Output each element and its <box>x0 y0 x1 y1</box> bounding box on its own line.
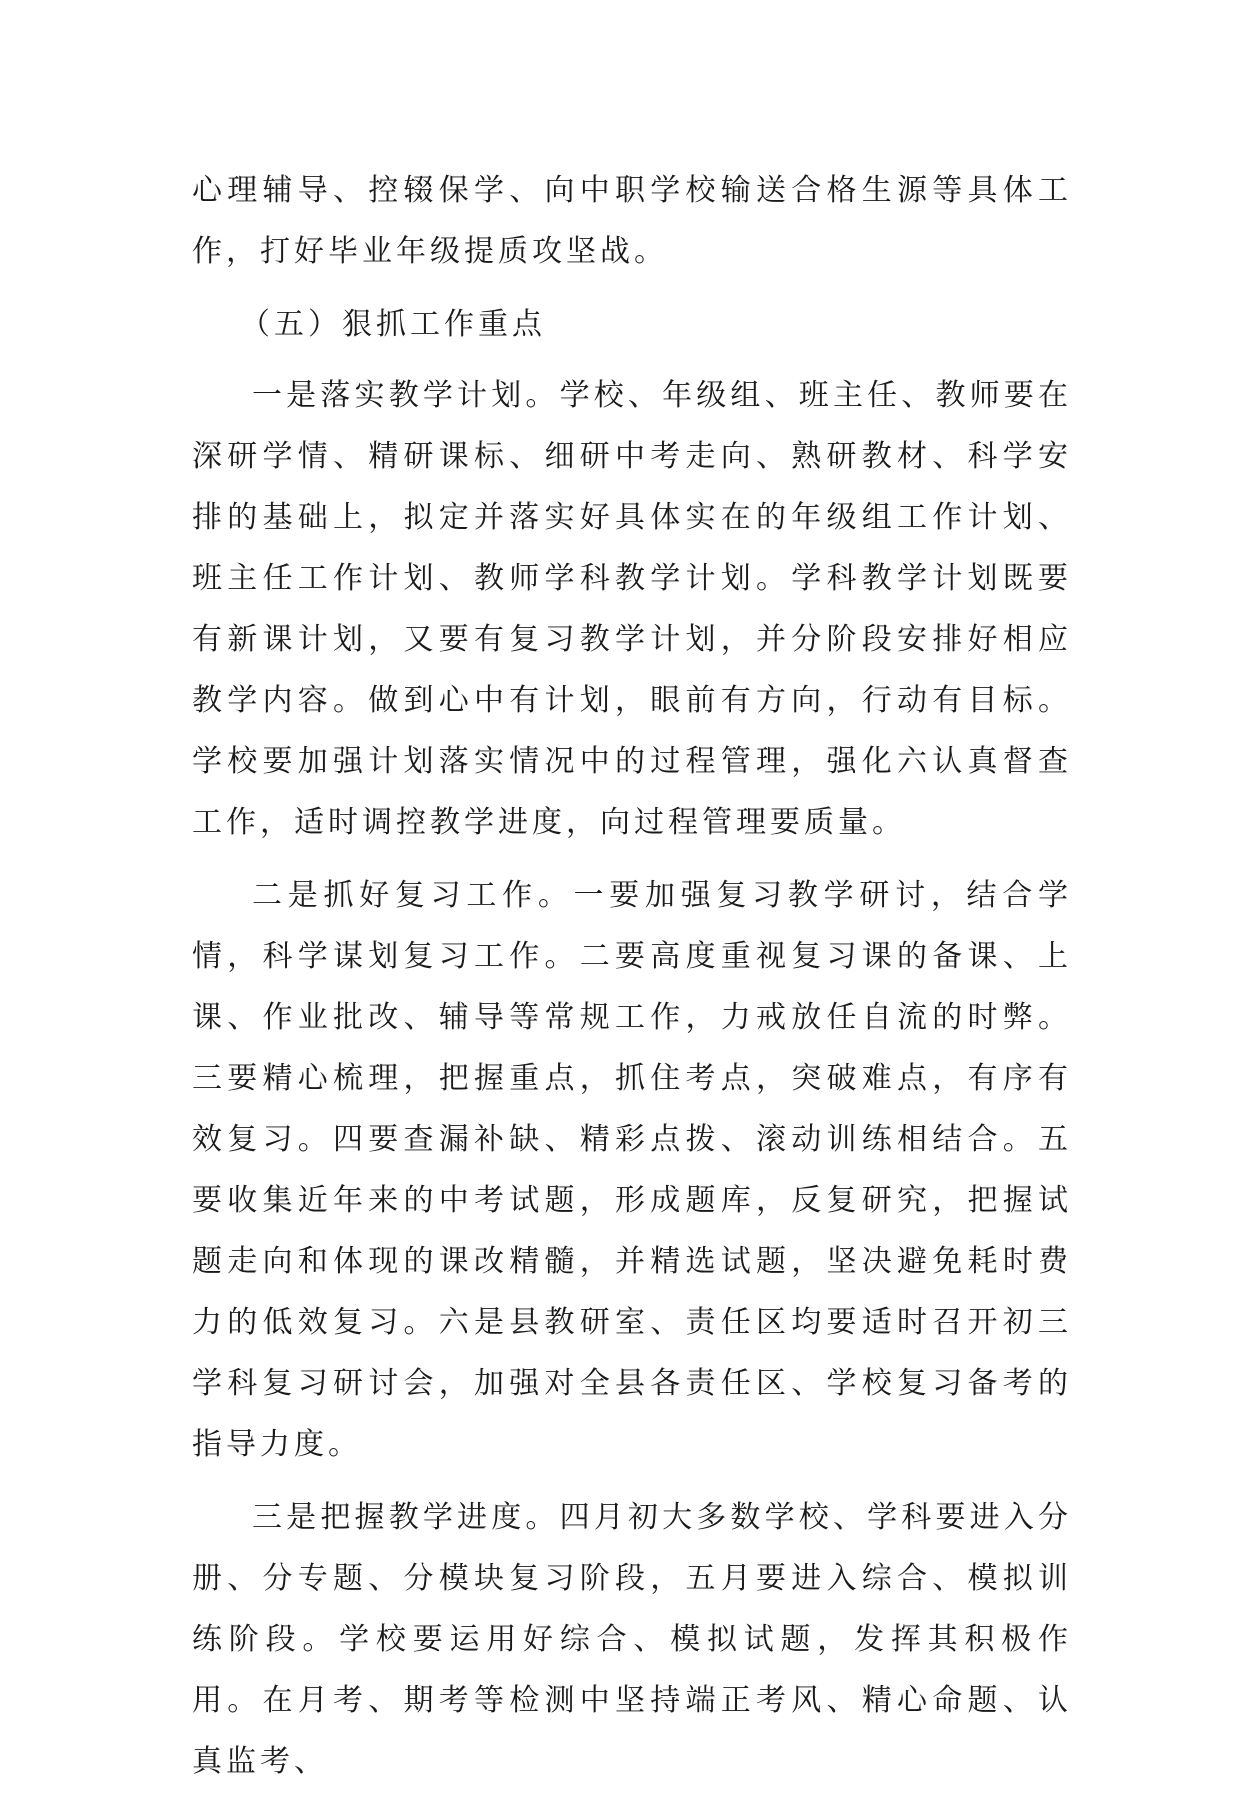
section-heading: （五）狠抓工作重点 <box>240 307 546 342</box>
document-page <box>192 160 1072 1804</box>
paragraph-continuation: 心理辅导、控辍保学、向中职学校输送合格生源等具体工作，打好毕业年级提质攻坚战。 <box>192 173 1072 269</box>
paragraph-teaching-progress: 三是把握教学进度。四月初大多数学校、学科要进入分册、分专题、分模块复习阶段，五月要进入综合、模拟训练阶段。学校要运用好综合、模拟试题，发挥其积极作用。在月考、期考等检测中坚持端正考风、精心命题、认真监考、 <box>192 1500 1072 1779</box>
paragraph-review-work: 二是抓好复习工作。一要加强复习教学研讨，结合学情，科学谋划复习工作。二要高度重视复习课的备课、上课、作业批改、辅导等常规工作，力戒放任自流的时弊。三要精心梳理，把握重点，抓住考点，突破难点，有序有效复习。四要查漏补缺、精彩点拨、滚动训练相结合。五要收集近年来的中考试题，形成题库，反复研究，把握试题走向和体现的课改精髓，并精选试题，坚决避免耗时费力的低效复习。六是县教研室、责任区均要适时召开初三学科复习研讨会，加强对全县各责任区、学校复习备考的指导力度。 <box>192 878 1072 1462</box>
paragraph-teaching-plan: 一是落实教学计划。学校、年级组、班主任、教师要在深研学情、精研课标、细研中考走向、熟研教材、科学安排的基础上，拟定并落实好具体实在的年级组工作计划、班主任工作计划、教师学科教学计划。学科教学计划既要有新课计划，又要有复习教学计划，并分阶段安排好相应教学内容。做到心中有计划，眼前有方向，行动有目标。学校要加强计划落实情况中的过程管理，强化六认真督查工作，适时调控教学进度，向过程管理要质量。 <box>192 378 1072 840</box>
